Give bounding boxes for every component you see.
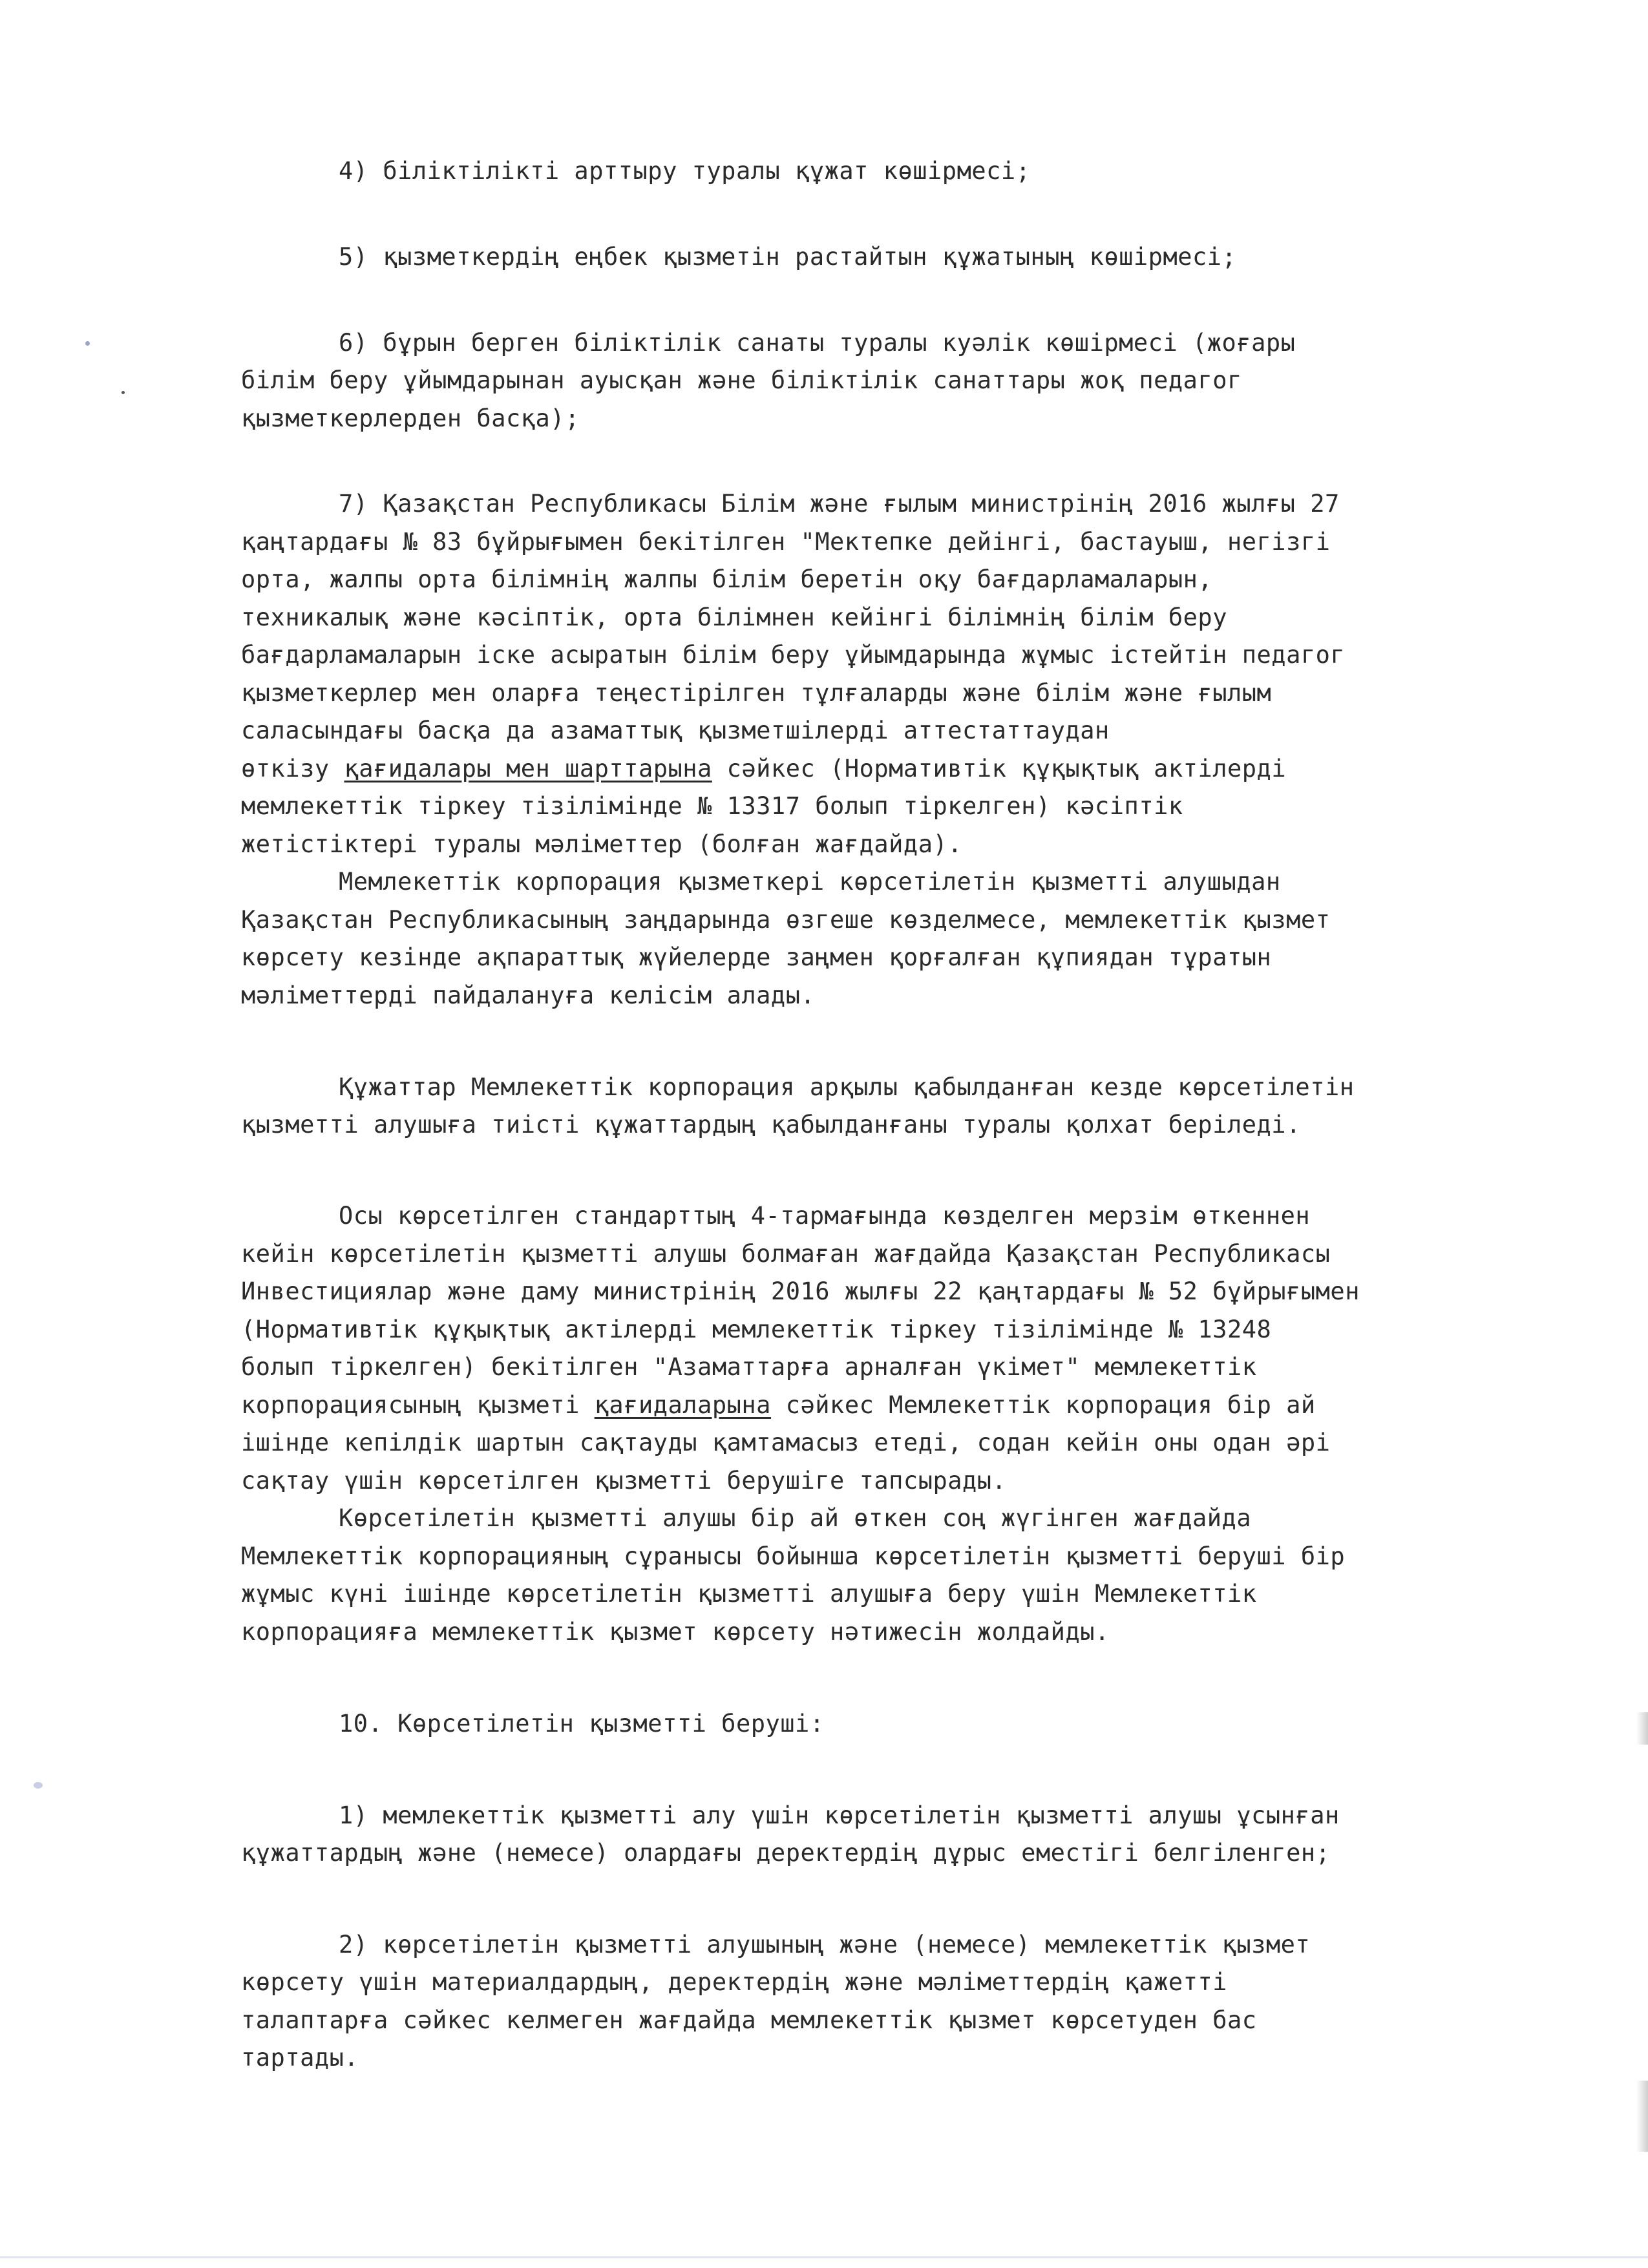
late-request-line-2: Мемлекеттік корпорацияның сұранысы бойынша көрсетілетін қызметті беруші бір bbox=[241, 1542, 1346, 1570]
item-7-line-1: 7) Қазақстан Республикасы Білім және ғылым министрінің 2016 жылғы 27 bbox=[339, 490, 1340, 518]
section-10-item-2-line-4: тартады. bbox=[241, 2044, 359, 2072]
line-end-text: сәйкес Мемлекеттік корпорация бір ай bbox=[785, 1391, 1316, 1419]
consent-line-1: Мемлекеттік корпорация қызметкері көрсетілетін қызметті алушыдан bbox=[339, 868, 1281, 896]
late-request-line-1: Көрсетілетін қызметті алушы бір ай өткен соң жүгінген жағдайда bbox=[339, 1504, 1252, 1532]
receipt-line-2: қызметті алушыға тиісті құжаттардың қабылданғаны туралы қолхат беріледі. bbox=[241, 1111, 1301, 1139]
storage-line-1: Осы көрсетілген стандарттың 4-тармағында көзделген мерзім өткеннен bbox=[339, 1202, 1311, 1230]
scan-speck bbox=[121, 391, 125, 394]
storage-line-2: кейін көрсетілетін қызметті алушы болмаған жағдайда Қазақстан Республикасы bbox=[241, 1240, 1331, 1268]
item-7-line-4: техникалық және кәсіптік, орта білімнен кейінгі білімнің білім беру bbox=[241, 604, 1227, 631]
receipt-line-1: Құжаттар Мемлекеттік корпорация арқылы қабылданған кезде көрсетілетін bbox=[339, 1073, 1355, 1101]
section-10-item-1-line-1: 1) мемлекеттік қызметті алу үшін көрсетілетін қызметті алушы ұсынған bbox=[339, 1801, 1340, 1829]
scan-speck bbox=[34, 1782, 43, 1789]
consent-line-4: мәліметтерді пайдалануға келісім алады. bbox=[241, 982, 816, 1009]
item-7-line-6: қызметкерлер мен оларға теңестірілген тұлғаларды және білім және ғылым bbox=[241, 679, 1272, 707]
item-7-line-9: мемлекеттік тіркеу тізілімінде № 13317 болып тіркелген) кәсіптік bbox=[241, 792, 1183, 820]
item-7-line-8 bbox=[241, 753, 1286, 784]
item-7-line-2: қаңтардағы № 83 бұйрығымен бекітілген "Мектепке дейінгі, бастауыш, негізгі bbox=[241, 528, 1331, 556]
item-7-line-7: саласындағы басқа да азаматтық қызметшілерді аттестаттаудан bbox=[241, 717, 1110, 744]
item-6-line-3: қызметкерлерден басқа); bbox=[241, 404, 580, 432]
item-7-line-3: орта, жалпы орта білімнің жалпы білім беретін оқу бағдарламаларын, bbox=[241, 565, 1213, 593]
section-10-item-2-line-2: көрсету үшін материалдардың, деректердің және мәліметтердің қажетті bbox=[241, 1968, 1227, 1996]
rules-link[interactable]: қағидалары мен шарттарына bbox=[344, 755, 712, 782]
late-request-line-3: жұмыс күні ішінде көрсетілетін қызметті алушыға беру үшін Мемлекеттік bbox=[241, 1580, 1257, 1608]
storage-line-6 bbox=[241, 1390, 1316, 1421]
item-7-line-5: бағдарламаларын іске асыратын білім беру ұйымдарында жұмыс істейтін педагог bbox=[241, 641, 1346, 669]
item-7-line-10: жетістіктері туралы мәліметтер (болған жағдайда). bbox=[241, 830, 963, 858]
item-6-line-1: 6) бұрын берген біліктілік санаты туралы куәлік көшірмесі (жоғары bbox=[339, 329, 1296, 357]
line-start-text: өткізу bbox=[241, 755, 330, 782]
line-end-text: сәйкес (Нормативтік құқықтық актілерді bbox=[726, 755, 1287, 782]
consent-line-2: Қазақстан Республикасының заңдарында өзгеше көзделмесе, мемлекеттік қызмет bbox=[241, 906, 1331, 934]
storage-line-8: сақтау үшін көрсетілген қызметті берушіге тапсырады. bbox=[241, 1467, 1007, 1495]
section-10-item-2-line-3: талаптарға сәйкес келмеген жағдайда мемлекеттік қызмет көрсетуден бас bbox=[241, 2006, 1257, 2034]
corporation-rules-link[interactable]: қағидаларына bbox=[594, 1391, 771, 1419]
storage-line-5: болып тіркелген) бекітілген "Азаматтарға арналған үкімет" мемлекеттік bbox=[241, 1353, 1257, 1381]
storage-line-3: Инвестициялар және даму министрінің 2016 жылғы 22 қаңтардағы № 52 бұйрығымен bbox=[241, 1277, 1360, 1305]
item-6-line-2: білім беру ұйымдарынан ауысқан және біліктілік санаттары жоқ педагог bbox=[241, 366, 1242, 394]
section-10-heading: 10. Көрсетілетін қызметті беруші: bbox=[339, 1710, 825, 1738]
scan-bottom-edge bbox=[0, 2256, 1648, 2258]
section-10-item-2-line-1: 2) көрсетілетін қызметті алушының және (немесе) мемлекеттік қызмет bbox=[339, 1931, 1311, 1958]
item-4-line: 4) біліктілікті арттыру туралы құжат көшірмесі; bbox=[339, 157, 1031, 185]
storage-line-7: ішінде кепілдік шартын сақтауды қамтамасыз етеді, содан кейін оны одан әрі bbox=[241, 1429, 1331, 1456]
storage-line-4: (Нормативтік құқықтық актілерді мемлекеттік тіркеу тізілімінде № 13248 bbox=[241, 1316, 1272, 1343]
scan-edge-shadow bbox=[1636, 1712, 1648, 1745]
consent-line-3: көрсету кезінде ақпараттық жүйелерде заңмен қорғалған құпиядан тұратын bbox=[241, 943, 1272, 971]
item-5-line: 5) қызметкердің еңбек қызметін растайтын құжатының көшірмесі; bbox=[339, 243, 1237, 271]
scan-speck bbox=[85, 341, 90, 346]
late-request-line-4: корпорацияға мемлекеттік қызмет көрсету нәтижесін жолдайды. bbox=[241, 1618, 1110, 1646]
scan-edge-shadow bbox=[1636, 2081, 1648, 2152]
line-start-text: корпорациясының қызметі bbox=[241, 1391, 580, 1419]
section-10-item-1-line-2: құжаттардың және (немесе) олардағы деректердің дұрыс еместігі белгіленген; bbox=[241, 1839, 1331, 1867]
